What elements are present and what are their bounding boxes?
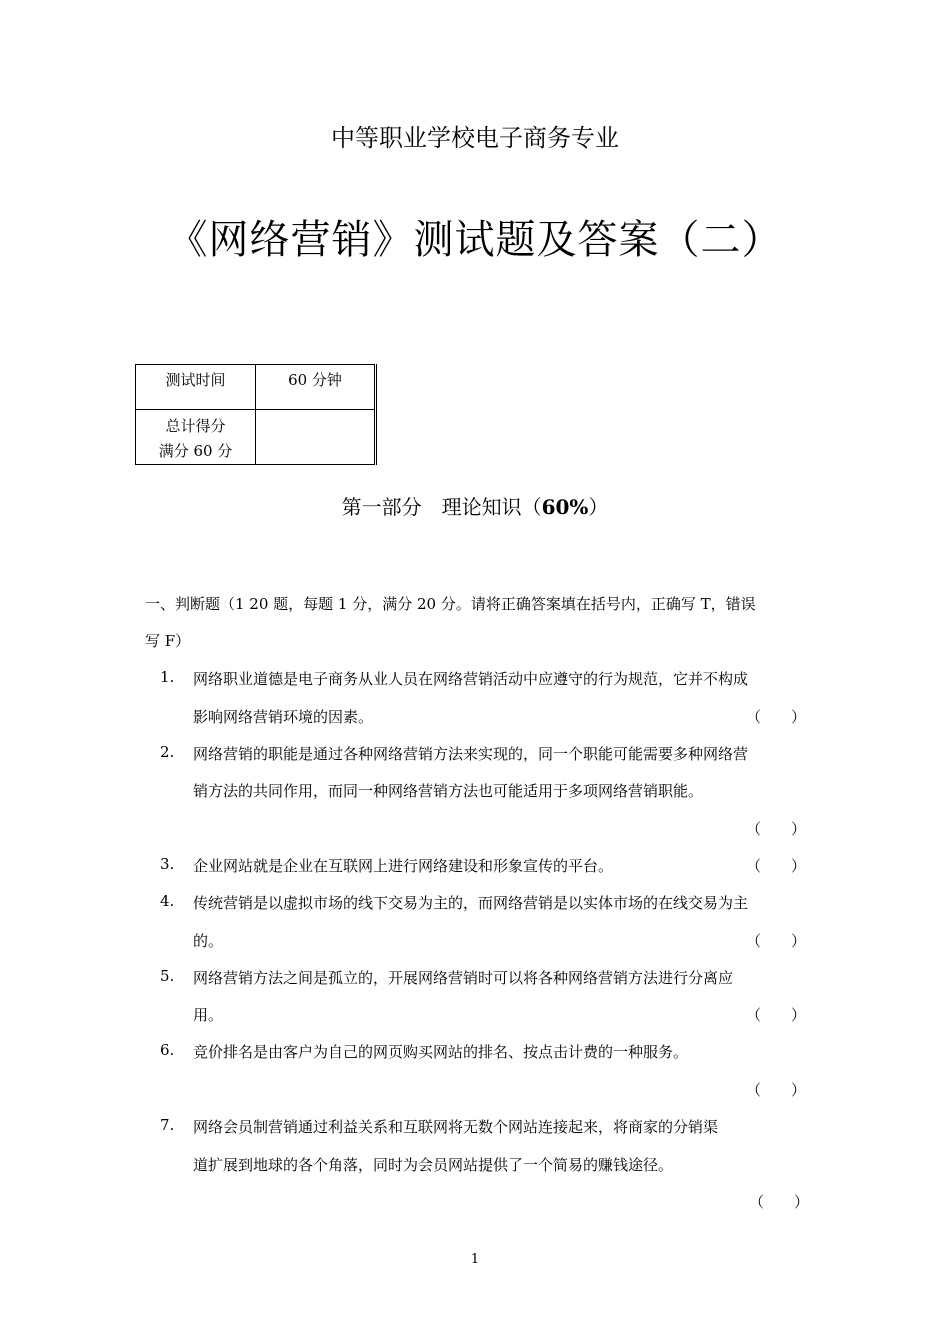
part-heading <box>0 491 950 520</box>
question-text: 竞价排名是由客户为自己的网页购买网站的排名、按点击计费的一种服务。 <box>193 1043 689 1061</box>
info-row-score <box>136 410 376 465</box>
question-number: 5. <box>160 967 175 985</box>
info-row-time <box>136 365 376 410</box>
document-title: 《网络营销》测试题及答案（二） <box>167 217 783 263</box>
question-text-cont: 用。 <box>193 1006 224 1024</box>
question-text: 传统营销是以虚拟市场的线下交易为主的，而网络营销是以实体市场的在线交易为主 <box>193 894 749 912</box>
answer-blank[interactable]: （ ） <box>746 932 807 950</box>
time-value: 60 分钟 <box>256 365 376 410</box>
section-intro-line1: 一、判断题（1 20 题，每题 1 分，满分 20 分。请将正确答案填在括号内，正确写 T，错误 <box>145 595 756 613</box>
question-text: 网络营销的职能是通过各种网络营销方法来实现的，同一个职能可能需要多种网络营 <box>193 745 749 763</box>
page-number: 1 <box>470 1252 480 1267</box>
question-number: 7. <box>160 1116 175 1134</box>
question-number: 1. <box>160 668 175 686</box>
question-text-cont: 销方法的共同作用，而同一种网络营销方法也可能适用于多项网络营销职能。 <box>193 782 704 800</box>
answer-blank[interactable]: （ ） <box>746 708 807 726</box>
answer-blank[interactable]: （ ） <box>746 820 807 838</box>
score-label-line1: 总计得分 <box>165 417 226 435</box>
question-number: 4. <box>160 892 175 910</box>
part-close: ） <box>588 495 609 519</box>
time-label: 测试时间 <box>136 365 256 410</box>
part-percent: 60% <box>541 495 589 519</box>
answer-blank[interactable]: （ ） <box>746 1006 807 1024</box>
answer-blank[interactable]: （ ） <box>749 1193 810 1211</box>
question-number: 6. <box>160 1041 175 1059</box>
question-text-cont: 道扩展到地球的各个角落，同时为会员网站提供了一个简易的赚钱途径。 <box>193 1156 674 1174</box>
section-intro-line2: 写 F） <box>145 632 191 650</box>
question-text-cont: 的。 <box>193 932 224 950</box>
question-number: 2. <box>160 743 175 761</box>
question-number: 3. <box>160 855 175 873</box>
document-subtitle: 中等职业学校电子商务专业 <box>331 124 619 152</box>
score-label <box>136 410 256 465</box>
question-text-cont: 影响网络营销环境的因素。 <box>193 708 374 726</box>
score-value <box>256 410 376 465</box>
score-label-line2: 满分 60 分 <box>158 442 233 460</box>
question-text: 网络营销方法之间是孤立的，开展网络营销时可以将各种网络营销方法进行分离应 <box>193 969 734 987</box>
part-label: 第一部分 理论知识（ <box>341 495 542 519</box>
answer-blank[interactable]: （ ） <box>746 1081 807 1099</box>
info-table <box>135 364 377 465</box>
answer-blank[interactable]: （ ） <box>746 857 807 875</box>
question-text: 网络会员制营销通过利益关系和互联网将无数个网站连接起来，将商家的分销渠 <box>193 1118 719 1136</box>
question-text: 网络职业道德是电子商务从业人员在网络营销活动中应遵守的行为规范，它并不构成 <box>193 670 749 688</box>
question-text: 企业网站就是企业在互联网上进行网络建设和形象宣传的平台。 <box>193 857 614 875</box>
